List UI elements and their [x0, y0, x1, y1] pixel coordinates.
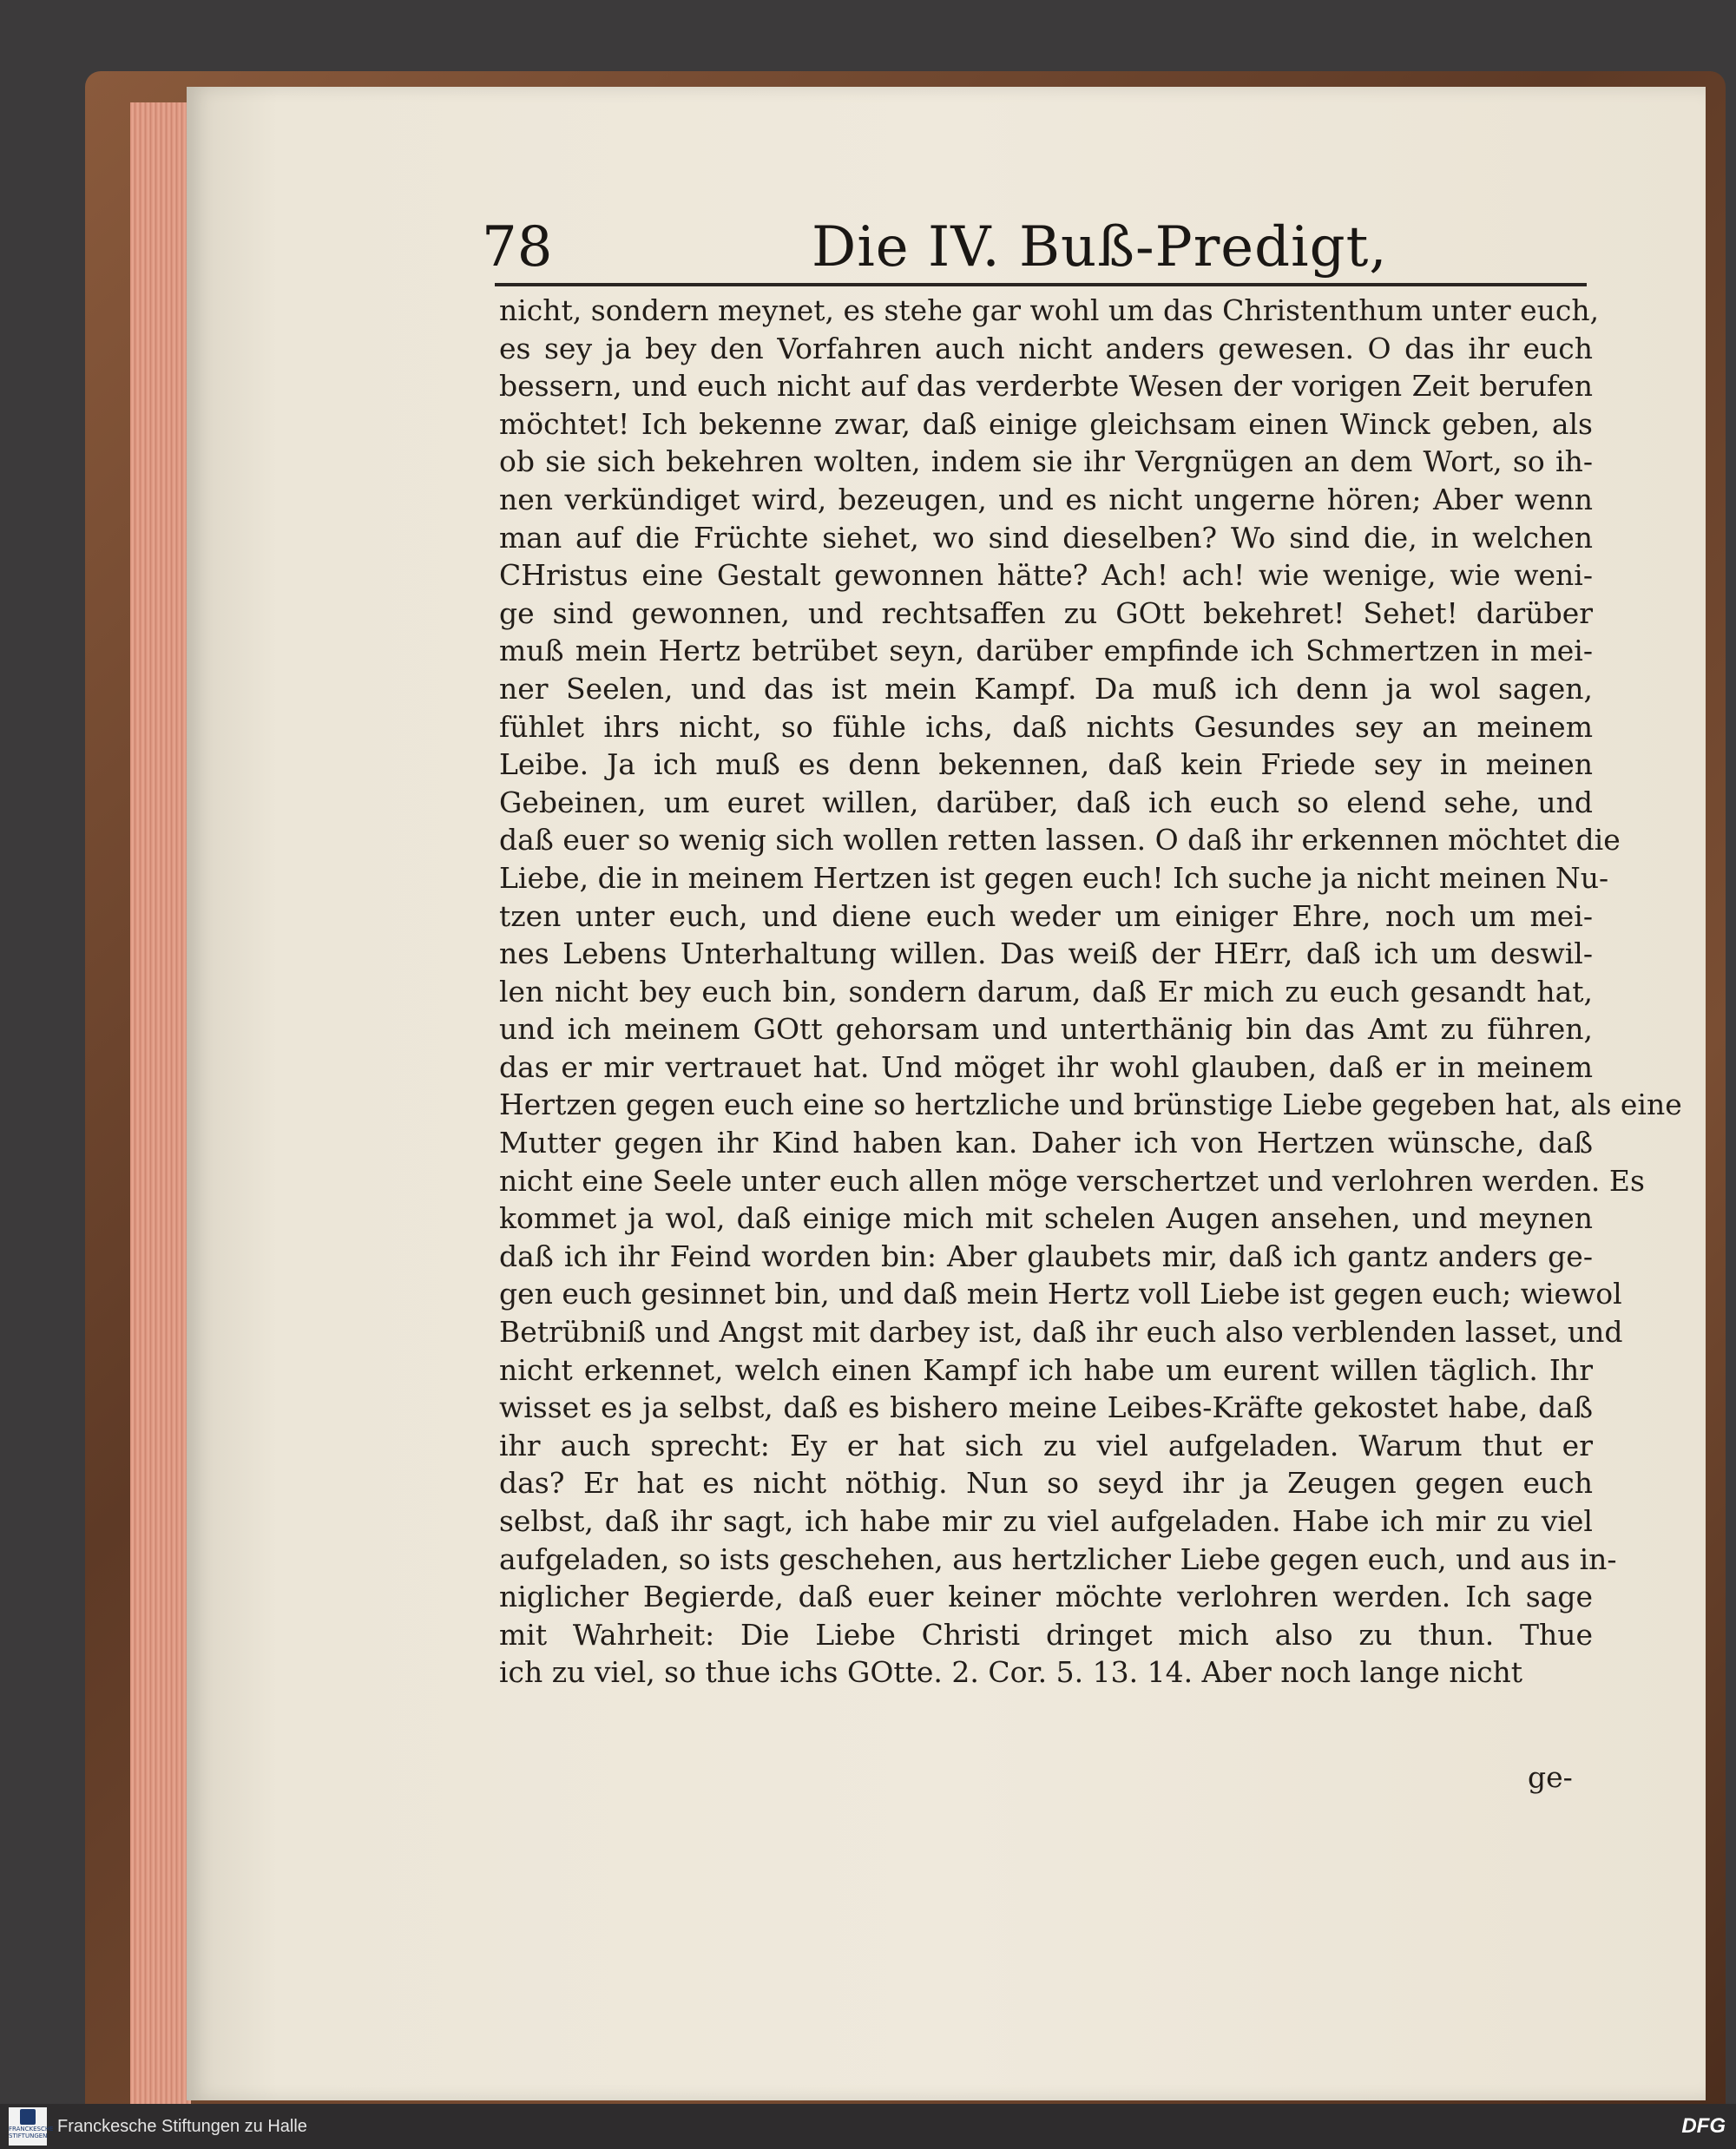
text-line: nes Lebens Unterhaltung willen. Das weiß der HErr, daß ich um deswil-	[499, 936, 1593, 971]
text-line: daß euer so wenig sich wollen retten lassen. O daß ihr erkennen möchtet die	[499, 823, 1621, 858]
text-line: Liebe, die in meinem Hertzen ist gegen euch! Ich suche ja nicht meinen Nu-	[499, 860, 1609, 895]
text-line: Betrübniß und Angst mit darbey ist, daß ihr euch also verblenden lasset, und	[499, 1315, 1623, 1350]
text-line: Hertzen gegen euch eine so hertzliche und brünstige Liebe gegeben hat, als eine	[499, 1088, 1682, 1122]
text-line: kommet ja wol, daß einige mich mit schelen Augen ansehen, und meynen	[499, 1201, 1593, 1236]
body-text	[499, 292, 1682, 1692]
text-line: ihr auch sprecht: Ey er hat sich zu viel aufgeladen. Warum thut er	[499, 1428, 1593, 1462]
institution-logo	[9, 2107, 54, 2146]
catchword: ge-	[1528, 1760, 1573, 1794]
text-line: aufgeladen, so ists geschehen, aus hertzlicher Liebe gegen euch, und aus in-	[499, 1541, 1617, 1576]
text-line: niglicher Begierde, daß euer keiner möchte verlohren werden. Ich sage	[499, 1580, 1593, 1614]
dfg-logo: DFG	[1681, 2114, 1726, 2138]
text-line: gen euch gesinnet bin, und daß mein Hertz voll Liebe ist gegen euch; wiewol	[499, 1277, 1622, 1311]
text-line: nicht, sondern meynet, es stehe gar wohl um das Christenthum unter euch,	[499, 293, 1600, 327]
text-line: tzen unter euch, und diene euch weder um einiger Ehre, noch um mei-	[499, 898, 1593, 933]
running-title: Die IV. Buß-Predigt,	[812, 215, 1388, 279]
logo-text: FRANCKESCHE STIFTUNGEN	[9, 2126, 54, 2139]
text-line: CHristus eine Gestalt gewonnen hätte? Ach! ach! wie wenige, wie weni-	[499, 558, 1593, 593]
page-edges	[130, 102, 191, 2113]
text-line: ich zu viel, so thue ichs GOtte. 2. Cor. 5. 13. 14. Aber noch lange nicht	[499, 1655, 1523, 1690]
text-line: Gebeinen, um euret willen, darüber, daß ich euch so elend sehe, und	[499, 785, 1593, 819]
text-line: möchtet! Ich bekenne zwar, daß einige gleichsam einen Winck geben, als	[499, 406, 1593, 441]
text-line: nicht erkennet, welch einen Kampf ich habe um eurent willen täglich. Ihr	[499, 1352, 1593, 1387]
institution-name: Franckesche Stiftungen zu Halle	[57, 2117, 307, 2136]
text-line: wisset es ja selbst, daß es bishero meine Leibes-Kräfte gekostet habe, daß	[499, 1390, 1593, 1425]
logo-mark-icon	[20, 2109, 36, 2125]
text-line: ge sind gewonnen, und rechtsaffen zu GOtt bekehret! Sehet! darüber	[499, 595, 1593, 630]
text-line: mit Wahrheit: Die Liebe Christi dringet mich also zu thun. Thue	[499, 1617, 1593, 1652]
text-line: ner Seelen, und das ist mein Kampf. Da muß ich denn ja wol sagen,	[499, 671, 1593, 706]
header-rule	[495, 283, 1587, 286]
text-line: bessern, und euch nicht auf das verderbte Wesen der vorigen Zeit berufen	[499, 369, 1593, 404]
text-line: muß mein Hertz betrübet seyn, darüber empfinde ich Schmertzen in mei-	[499, 634, 1593, 668]
text-line: das er mir vertrauet hat. Und möget ihr wohl glauben, daß er in meinem	[499, 1049, 1593, 1084]
text-line: nicht eine Seele unter euch allen möge verschertzet und verlohren werden. Es	[499, 1163, 1645, 1198]
text-line: und ich meinem GOtt gehorsam und unterthänig bin das Amt zu führen,	[499, 1012, 1593, 1047]
text-line: es sey ja bey den Vorfahren auch nicht anders gewesen. O das ihr euch	[499, 331, 1593, 365]
text-line: fühlet ihrs nicht, so fühle ichs, daß nichts Gesundes sey an meinem	[499, 709, 1593, 744]
page-header	[482, 208, 1584, 286]
text-line: das? Er hat es nicht nöthig. Nun so seyd ihr ja Zeugen gegen euch	[499, 1466, 1593, 1501]
text-line: len nicht bey euch bin, sondern darum, daß Er mich zu euch gesandt hat,	[499, 974, 1593, 1009]
text-line: Mutter gegen ihr Kind haben kan. Daher ich von Hertzen wünsche, daß	[499, 1126, 1593, 1160]
text-line: Leibe. Ja ich muß es denn bekennen, daß kein Friede sey in meinen	[499, 747, 1593, 782]
text-line: nen verkündiget wird, bezeugen, und es nicht ungerne hören; Aber wenn	[499, 482, 1593, 516]
text-line: selbst, daß ihr sagt, ich habe mir zu viel aufgeladen. Habe ich mir zu viel	[499, 1504, 1593, 1538]
text-line: daß ich ihr Feind worden bin: Aber glaubets mir, daß ich gantz anders ge-	[499, 1239, 1593, 1273]
text-line: ob sie sich bekehren wolten, indem sie ihr Vergnügen an dem Wort, so ih-	[499, 444, 1593, 479]
text-line: man auf die Früchte siehet, wo sind dieselben? Wo sind die, in welchen	[499, 520, 1593, 555]
page-number: 78	[482, 215, 553, 279]
